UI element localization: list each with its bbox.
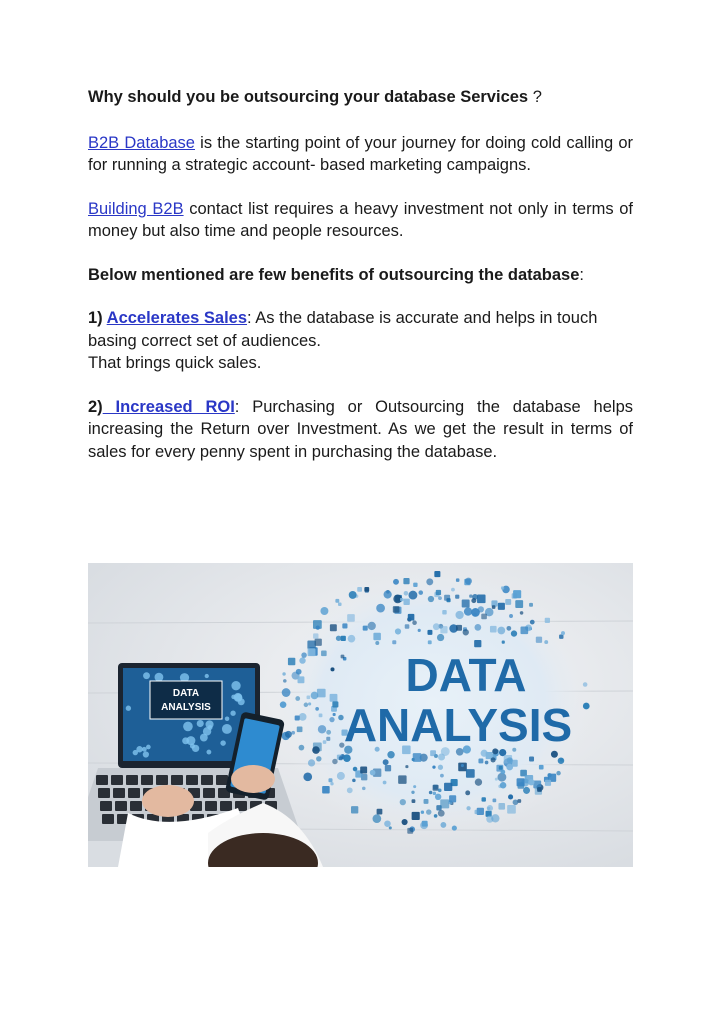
cloud-icon bbox=[438, 810, 445, 817]
cloud-icon bbox=[329, 717, 334, 722]
cloud-icon bbox=[469, 594, 472, 597]
cloud-icon bbox=[308, 648, 316, 656]
cloud-icon bbox=[326, 737, 330, 741]
accelerates-sales-link[interactable]: Accelerates Sales bbox=[106, 309, 248, 327]
cloud-icon bbox=[491, 757, 496, 762]
cloud-icon bbox=[455, 611, 463, 619]
keyboard-key bbox=[128, 788, 140, 798]
cloud-icon bbox=[529, 603, 533, 607]
benefits-intro-colon: : bbox=[579, 265, 585, 284]
cloud-icon bbox=[330, 624, 337, 631]
cloud-icon bbox=[338, 602, 342, 606]
page-heading bbox=[88, 86, 633, 109]
cloud-icon bbox=[349, 591, 357, 599]
cloud-icon bbox=[411, 791, 414, 794]
cloud-icon bbox=[402, 819, 408, 825]
document-body bbox=[88, 86, 633, 463]
cloud-icon bbox=[308, 759, 315, 766]
cloud-icon bbox=[433, 623, 440, 630]
cloud-icon bbox=[315, 639, 322, 646]
screen-icon bbox=[126, 706, 131, 711]
cloud-icon bbox=[442, 610, 446, 614]
keyboard-key bbox=[111, 775, 123, 785]
keyboard-key bbox=[156, 775, 168, 785]
cloud-icon bbox=[462, 600, 470, 608]
cloud-icon bbox=[440, 774, 444, 778]
benefits-intro-text: Below mentioned are few benefits of outsourcing the database bbox=[88, 265, 580, 284]
cloud-icon bbox=[412, 799, 416, 803]
cloud-icon bbox=[360, 767, 367, 774]
cloud-icon bbox=[583, 682, 588, 687]
cloud-icon bbox=[343, 754, 351, 762]
cloud-icon bbox=[307, 641, 315, 649]
screen-icon bbox=[203, 727, 211, 735]
cloud-icon bbox=[428, 596, 434, 602]
cloud-icon bbox=[403, 578, 409, 584]
cloud-icon bbox=[481, 614, 487, 620]
screen-icon bbox=[220, 740, 226, 746]
cloud-icon bbox=[364, 587, 369, 592]
cloud-icon bbox=[316, 626, 320, 630]
cloud-icon bbox=[299, 657, 305, 663]
cloud-icon bbox=[280, 701, 287, 708]
cloud-icon bbox=[342, 623, 347, 628]
keyboard-key bbox=[216, 775, 228, 785]
cloud-icon bbox=[413, 753, 422, 762]
cloud-icon bbox=[400, 799, 406, 805]
screen-icon bbox=[231, 681, 240, 690]
screen-icon bbox=[143, 751, 149, 757]
cloud-icon bbox=[432, 766, 435, 769]
cloud-icon bbox=[405, 765, 408, 768]
screen-icon bbox=[146, 745, 151, 750]
keyboard-key bbox=[171, 775, 183, 785]
cloud-icon bbox=[556, 771, 560, 775]
cloud-icon bbox=[413, 583, 417, 587]
cloud-icon bbox=[513, 799, 519, 805]
cloud-icon bbox=[452, 826, 457, 831]
cloud-icon bbox=[465, 790, 470, 795]
cloud-icon bbox=[561, 631, 565, 635]
cloud-icon bbox=[493, 799, 497, 803]
keyboard-key bbox=[130, 801, 142, 811]
cloud-icon bbox=[403, 599, 409, 605]
cloud-icon bbox=[315, 707, 319, 711]
cloud-icon bbox=[507, 757, 513, 763]
benefit-2-text: : Purchasing or Outsourcing the database helps increasing the Return over Investment. As we get the result in terms of sales for every penny spent in purchasing the database. bbox=[88, 397, 633, 461]
keyboard-key bbox=[203, 788, 215, 798]
cloud-icon bbox=[444, 595, 450, 601]
cloud-icon bbox=[508, 794, 513, 799]
benefit-1-number: 1) bbox=[88, 309, 107, 327]
cloud-icon bbox=[320, 607, 328, 615]
b2b-database-link[interactable]: B2B Database bbox=[88, 133, 195, 152]
cloud-icon bbox=[517, 778, 525, 786]
cloud-icon bbox=[559, 635, 563, 639]
cloud-icon bbox=[333, 713, 336, 716]
screen-icon bbox=[183, 722, 193, 732]
cloud-icon bbox=[337, 772, 345, 780]
keyboard-key bbox=[205, 801, 217, 811]
cloud-icon bbox=[319, 713, 323, 717]
cloud-icon bbox=[435, 794, 441, 800]
cloud-icon bbox=[299, 745, 305, 751]
cloud-icon bbox=[427, 630, 432, 635]
cloud-icon bbox=[304, 703, 309, 708]
cloud-icon bbox=[295, 696, 300, 701]
cloud-icon bbox=[408, 591, 417, 600]
cloud-icon bbox=[490, 626, 497, 633]
cloud-icon bbox=[307, 695, 311, 699]
screen-icon bbox=[222, 724, 232, 734]
cloud-icon bbox=[383, 781, 387, 785]
cloud-icon bbox=[536, 637, 542, 643]
cloud-icon bbox=[560, 758, 563, 761]
data-analysis-image bbox=[88, 563, 633, 867]
heading-text: Why should you be outsourcing your database Services bbox=[88, 88, 529, 106]
screen-title-line1: DATA bbox=[172, 688, 200, 699]
cloud-icon bbox=[299, 713, 307, 721]
cloud-icon bbox=[341, 636, 346, 641]
cloud-icon bbox=[545, 780, 551, 786]
cloud-icon bbox=[429, 791, 433, 795]
cloud-icon bbox=[440, 822, 446, 828]
cloud-icon bbox=[530, 620, 535, 625]
cloud-icon bbox=[430, 750, 436, 756]
cloud-icon bbox=[507, 805, 516, 814]
cloud-icon bbox=[283, 679, 287, 683]
cloud-icon bbox=[509, 614, 513, 618]
screen-icon bbox=[186, 736, 195, 745]
cloud-icon bbox=[420, 821, 428, 829]
cloud-icon bbox=[466, 769, 475, 778]
cloud-icon bbox=[512, 593, 517, 598]
cloud-icon bbox=[520, 611, 524, 615]
cloud-icon bbox=[511, 630, 517, 636]
cloud-icon bbox=[412, 812, 420, 820]
screen-icon bbox=[192, 745, 199, 752]
cloud-icon bbox=[523, 787, 530, 794]
cloud-icon bbox=[370, 770, 376, 776]
cloud-icon bbox=[335, 599, 339, 603]
cloud-icon bbox=[539, 765, 544, 770]
cloud-icon bbox=[384, 590, 392, 598]
cloud-icon bbox=[376, 604, 385, 613]
cloud-icon bbox=[502, 641, 505, 644]
cloud-icon bbox=[505, 599, 511, 605]
cloud-icon bbox=[537, 787, 542, 792]
cloud-icon bbox=[426, 578, 433, 585]
screen-icon bbox=[143, 672, 150, 679]
screen-icon bbox=[206, 750, 211, 755]
screen-icon bbox=[197, 720, 204, 727]
cloud-icon bbox=[438, 789, 442, 793]
cloud-icon bbox=[332, 759, 337, 764]
cloud-icon bbox=[383, 759, 389, 765]
cloud-icon bbox=[347, 614, 355, 622]
cloud-icon bbox=[424, 799, 429, 804]
cloud-icon bbox=[440, 626, 447, 633]
keyboard-key bbox=[96, 775, 108, 785]
cloud-icon bbox=[456, 578, 460, 582]
cloud-icon bbox=[323, 740, 327, 744]
cloud-icon bbox=[520, 627, 528, 635]
cloud-icon bbox=[313, 633, 318, 638]
benefit-2-number: 2) bbox=[88, 397, 103, 416]
cloud-icon bbox=[389, 826, 392, 829]
cloud-icon bbox=[478, 759, 483, 764]
keyboard-key bbox=[98, 788, 110, 798]
cloud-icon bbox=[322, 786, 330, 794]
cloud-icon bbox=[517, 799, 521, 803]
cloud-icon bbox=[398, 775, 406, 783]
cloud-icon bbox=[301, 652, 307, 658]
cloud-icon bbox=[405, 624, 410, 629]
cloud-icon bbox=[282, 672, 285, 675]
cloud-icon bbox=[492, 605, 496, 609]
cloud-icon bbox=[465, 578, 472, 585]
cloud-icon bbox=[377, 809, 383, 815]
cloud-icon bbox=[495, 778, 498, 781]
cloud-icon bbox=[444, 783, 452, 791]
cloud-icon bbox=[336, 636, 341, 641]
cloud-icon bbox=[529, 756, 534, 761]
cloud-icon bbox=[491, 814, 499, 822]
cloud-icon bbox=[528, 779, 534, 785]
screen-title-line2: ANALYSIS bbox=[161, 702, 211, 713]
cloud-icon bbox=[318, 725, 326, 733]
cloud-icon bbox=[500, 782, 507, 789]
cloud-icon bbox=[456, 625, 462, 631]
cloud-icon bbox=[312, 746, 320, 754]
cloud-icon bbox=[426, 809, 431, 814]
cloud-icon bbox=[363, 626, 368, 631]
cloud-icon bbox=[515, 600, 523, 608]
cloud-icon bbox=[393, 606, 400, 613]
cloud-icon bbox=[482, 797, 486, 801]
benefit-2 bbox=[88, 396, 633, 464]
cloud-icon bbox=[316, 756, 321, 761]
cloud-icon bbox=[351, 806, 358, 813]
cloud-icon bbox=[347, 787, 353, 793]
paragraph-b2b-database bbox=[88, 132, 633, 177]
keyboard-key bbox=[102, 814, 114, 824]
cloud-icon bbox=[498, 603, 505, 610]
cloud-icon bbox=[400, 598, 403, 601]
screen-icon bbox=[225, 716, 230, 721]
cloud-icon bbox=[368, 622, 376, 630]
big-title-line2: ANALYSIS bbox=[343, 699, 573, 751]
cloud-icon bbox=[544, 640, 548, 644]
cloud-icon bbox=[499, 766, 503, 770]
keyboard-key bbox=[186, 775, 198, 785]
cloud-icon bbox=[295, 715, 300, 720]
cloud-icon bbox=[362, 787, 366, 791]
cloud-icon bbox=[330, 694, 338, 702]
cloud-icon bbox=[357, 587, 362, 592]
cloud-icon bbox=[418, 629, 421, 632]
keyboard-key bbox=[113, 788, 125, 798]
screen-icon bbox=[142, 747, 147, 752]
cloud-icon bbox=[332, 701, 338, 707]
cloud-icon bbox=[326, 730, 331, 735]
keyboard-key bbox=[115, 801, 127, 811]
cloud-icon bbox=[421, 811, 424, 814]
cloud-icon bbox=[321, 651, 327, 657]
building-b2b-link[interactable]: Building B2B bbox=[88, 199, 184, 218]
cloud-icon bbox=[474, 624, 481, 631]
benefits-intro bbox=[88, 264, 633, 287]
cloud-icon bbox=[500, 770, 505, 775]
cloud-icon bbox=[434, 814, 438, 818]
cloud-icon bbox=[463, 629, 469, 635]
cloud-icon bbox=[433, 792, 436, 795]
cloud-icon bbox=[282, 688, 291, 697]
cloud-icon bbox=[317, 689, 326, 698]
screen-icon bbox=[230, 711, 235, 716]
cloud-icon bbox=[475, 810, 479, 814]
cloud-icon bbox=[413, 785, 416, 788]
cloud-icon bbox=[474, 640, 481, 647]
cloud-icon bbox=[485, 761, 489, 765]
cloud-icon bbox=[385, 765, 391, 771]
cloud-icon bbox=[348, 635, 356, 643]
cloud-icon bbox=[408, 614, 415, 621]
keyboard-key bbox=[220, 801, 232, 811]
heading-suffix: ? bbox=[528, 88, 542, 106]
cloud-icon bbox=[303, 772, 312, 781]
cloud-icon bbox=[418, 590, 423, 595]
cloud-icon bbox=[339, 756, 343, 760]
cloud-icon bbox=[392, 640, 396, 644]
cloud-icon bbox=[545, 618, 550, 623]
cloud-icon bbox=[461, 764, 464, 767]
cloud-icon bbox=[475, 779, 482, 786]
cloud-icon bbox=[434, 571, 440, 577]
benefit-1-text: : As the database is accurate and helps in touch basing correct set of audiences. bbox=[88, 309, 598, 350]
cloud-icon bbox=[387, 751, 394, 758]
cloud-icon bbox=[308, 702, 311, 705]
paragraph-text: is the starting point of your journey for doing cold calling or for running a strategic account- based marketing campaigns. bbox=[88, 133, 633, 174]
screen-icon bbox=[133, 750, 138, 755]
cloud-icon bbox=[477, 595, 486, 604]
keyboard-key bbox=[126, 775, 138, 785]
cloud-icon bbox=[487, 805, 493, 811]
cloud-icon bbox=[497, 627, 505, 635]
keyboard-key bbox=[141, 775, 153, 785]
cloud-icon bbox=[506, 764, 513, 771]
cloud-icon bbox=[352, 779, 356, 783]
cloud-icon bbox=[464, 607, 472, 615]
cloud-icon bbox=[551, 751, 558, 758]
screen-icon bbox=[238, 698, 245, 705]
cloud-icon bbox=[466, 806, 470, 810]
cloud-icon bbox=[285, 731, 292, 738]
cloud-icon bbox=[297, 726, 303, 732]
cloud-icon bbox=[395, 628, 401, 634]
cloud-icon bbox=[451, 588, 455, 592]
cloud-icon bbox=[291, 731, 295, 735]
cloud-icon bbox=[438, 765, 443, 770]
cloud-icon bbox=[296, 669, 302, 675]
cloud-icon bbox=[473, 613, 477, 617]
screen-icon bbox=[205, 674, 209, 678]
cloud-icon bbox=[506, 626, 511, 631]
keyboard-key bbox=[201, 775, 213, 785]
cloud-icon bbox=[407, 828, 413, 834]
cloud-icon bbox=[330, 782, 333, 785]
cloud-icon bbox=[455, 595, 459, 599]
cloud-icon bbox=[449, 795, 456, 802]
keyboard-key bbox=[100, 801, 112, 811]
data-analysis-illustration bbox=[88, 563, 633, 867]
cloud-icon bbox=[330, 667, 334, 671]
cloud-icon bbox=[583, 703, 590, 710]
benefit-1-line2: That brings quick sales. bbox=[88, 354, 262, 372]
cloud-icon bbox=[393, 579, 399, 585]
cloud-icon bbox=[440, 799, 449, 808]
cloud-icon bbox=[436, 590, 441, 595]
cloud-icon bbox=[501, 586, 504, 589]
big-title-line1: DATA bbox=[405, 649, 527, 701]
paragraph-building-b2b bbox=[88, 198, 633, 243]
cloud-icon bbox=[404, 591, 409, 596]
paragraph-text: contact list requires a heavy investment not only in terms of money but also time and people resources. bbox=[88, 199, 634, 240]
cloud-icon bbox=[341, 655, 345, 659]
cloud-icon bbox=[412, 620, 417, 625]
cloud-icon bbox=[433, 785, 439, 791]
benefit-1 bbox=[88, 307, 633, 375]
cloud-icon bbox=[437, 634, 444, 641]
cloud-icon bbox=[288, 658, 295, 665]
cloud-icon bbox=[373, 814, 382, 823]
cloud-icon bbox=[375, 641, 379, 645]
cloud-icon bbox=[428, 640, 432, 644]
cloud-icon bbox=[498, 803, 505, 810]
increased-roi-link[interactable]: Increased ROI bbox=[102, 397, 235, 416]
cloud-icon bbox=[373, 633, 381, 641]
cloud-icon bbox=[384, 820, 391, 827]
screen-icon bbox=[155, 673, 164, 682]
cloud-icon bbox=[471, 598, 476, 603]
cloud-icon bbox=[298, 676, 305, 683]
cloud-icon bbox=[328, 778, 332, 782]
